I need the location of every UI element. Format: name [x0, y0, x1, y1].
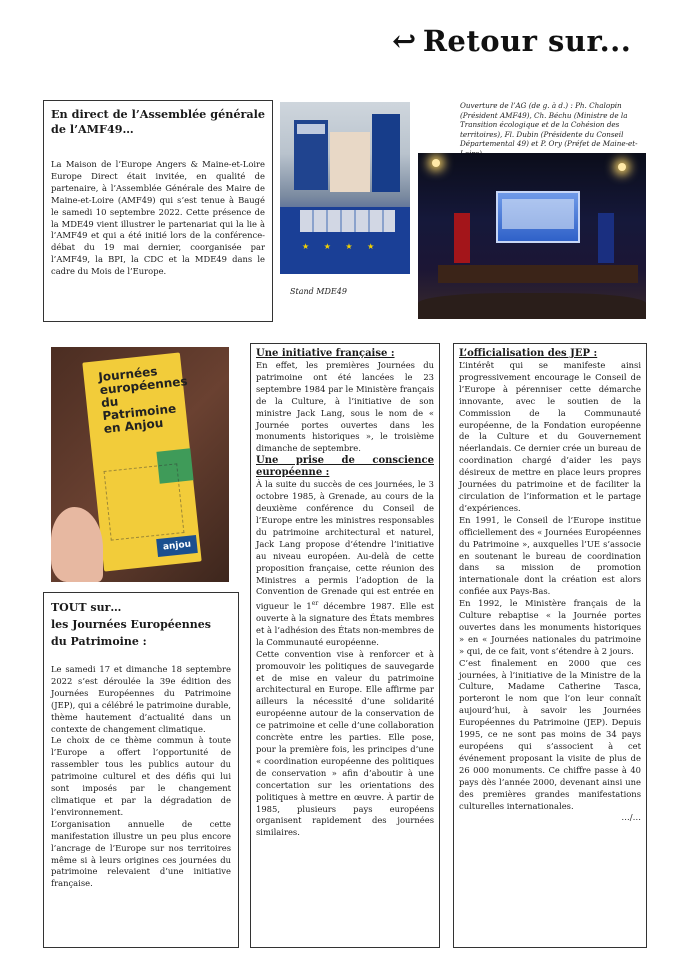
amf-heading: En direct de l’Assemblée générale de l’AMF49…: [51, 107, 265, 136]
flyer-photo: [51, 347, 229, 582]
page-title: [392, 24, 662, 62]
page-title-text: Retour sur...: [422, 24, 632, 58]
prise-conscience-heading: Une prise de conscience européenne :: [256, 455, 434, 479]
anjou-logo: anjou: [156, 535, 198, 557]
initiative-paragraph-1: En effet, les premières Journées du patrimoine ont été lancées le 23 septembre 1984 par le Ministère français de la Culture, à l’initiative de son ministre Jack Lang, sous le nom de « Journée portes ouvertes dans les monuments historiques », le troisième dimanche de septembre.: [256, 360, 434, 454]
jep-paragraph-2: Le choix de ce thème commun à toute l’Europe a offert l’opportunité de rassembler tous les publics autour du patrimoine culturel et des défis qui lui sont imposés par le changement climatique et par la dégradation de l’environnement.: [51, 735, 231, 817]
stand-caption: Stand MDE49: [290, 287, 347, 296]
jep-summary-box: [43, 592, 239, 948]
jep-heading: TOUT sur… les Journées Européennes du Patrimoine :: [51, 601, 211, 648]
amf-text: La Maison de l’Europe Angers & Maine-et-Loire Europe Direct était invitée, en qualité de partenaire, à l’Assemblée Générale des Maire de Maine-et-Loire (AMF49) qui s’est tenue à Baugé le samedi 10 septembre 2022. Cette présence de la MDE49 vient illustrer le partenariat qui la lie à l’AMF49 et qui a été initié lors de la conférence-débat du 19 mai dernier, coorganisée par l’AMF49, la BPI, la CDC et la MDE49 dans le cadre du Mois de l’Europe.: [51, 159, 265, 277]
officialisation-paragraph-2: En 1991, le Conseil de l’Europe institue officiellement des « Journées Européennes du Patrimoine », auxquelles l’UE s’associe en soutenant le bureau de coordination dans sa mission de promotion internationale dont la création est alors confiée aux Pays-Bas.: [459, 514, 641, 597]
return-arrow-icon: ↩: [392, 24, 417, 58]
officialisation-paragraph-4: C’est finalement en 2000 que ces journées, à l’initiative de la Ministre de la Culture, Madame Catherine Tasca, porteront le nom que l’on leur connaît aujourd’hui, à savoir les Journées Européennes du Patrimoine (JEP). Depuis 1995, ce ne sont pas moins de 34 pays européens qui s’associent à cet événement proposant la visite de plus de 26 000 monuments. Ce chiffre passe à 40 pays dès l’année 2000, devenant ainsi une des premières grandes manifestations culturelles internationales.: [459, 657, 641, 811]
continued-marker: …/…: [621, 812, 641, 823]
officialisation-paragraph-3: En 1992, le Ministère français de la Culture rebaptise « la Journée portes ouvertes dans les monuments historiques » en « Journées nationales du patrimoine » qui, de ce fait, vont s’étendre à 2 jours.: [459, 598, 641, 656]
flyer-title: Journées européennes du Patrimoine en Anjou: [97, 364, 189, 437]
officialisation-heading: L’officialisation des JEP :: [459, 348, 598, 359]
eu-stars-icon: ★ ★ ★ ★: [302, 242, 381, 251]
officialisation-column: [453, 343, 647, 948]
amf-article-box: [43, 100, 273, 322]
officialisation-paragraph-1: L’intérêt qui se manifeste ainsi progressivement encourage le Conseil de l’Europe à pérenniser cette démarche innovante, avec le soutien de la Commission de la Communauté européenne, de la Fondation européenne de la Culture et du Gouvernement néerlandais. Ce dernier crée un bureau de coordination chargé d’aider les pays désireux de mettre en place leurs propres Journées du patrimoine et de faciliter la circulation de l’information et le partage d’expériences.: [459, 360, 641, 513]
jep-paragraph-3: L’organisation annuelle de cette manifestation illustre un peu plus encore l’ancrage de l’Europe sur nos territoires même si à leurs origines ces journées du patrimoine relevaient d’une initiative française.: [51, 818, 231, 889]
initiative-paragraph-3: Cette convention vise à renforcer et à promouvoir les politiques de sauvegarde et de mise en valeur du patrimoine architectural en Europe. Elle affirme par ailleurs la nécessité d’une solidarité européenne autour de la conservation de ce patrimoine et celle d’une collaboration concrète entre les parties. Elle pose, pour la première fois, les principes d’une « coordination européenne des politiques de conservation » afin d’aboutir à une concertation sur les orientations des politiques à mettre en œuvre. À partir de 1985, plusieurs pays européens organisent rapidement des journées similaires.: [256, 648, 434, 838]
ag-photo: [418, 153, 646, 319]
ag-caption: Ouverture de l’AG (de g. à d.) : Ph. Chalopin (Président AMF49), Ch. Béchu (Ministre de la Transition écologique et de la Cohésion des territoires), Fl. Dubin (Présidente du Conseil Départemental 49) et P. Ory (Préfet de Maine-et-: [460, 101, 638, 149]
jep-paragraph-1: Le samedi 17 et dimanche 18 septembre 2022 s’est déroulée la 39e édition des Journées Européennes du Patrimoine (JEP), qui a célébré le patrimoine durable, thème hautement d’actualité dans un contexte de changement climatique.: [51, 664, 231, 734]
initiative-column: [250, 343, 440, 948]
initiative-heading: Une initiative française :: [256, 348, 395, 359]
initiative-paragraph-2: À la suite du succès de ces journées, le 3 octobre 1985, à Grenade, au cours de la deuxième conférence du Conseil de l’Europe entre les ministres responsables du patrimoine architectural et naturel, Jack Lang propose d’étendre l’initiative au niveau européen. Au-delà de cette proposition française, cette réunion des Ministres a permis l’adoption de la Convention de Grenade qui est entrée en vigueur le 1er décembre 1987. Elle est ouverte à la signature des États membres et à l’adhésion des États non-membres de la Communauté européenne.: [256, 479, 434, 647]
stand-photo: [280, 102, 410, 274]
